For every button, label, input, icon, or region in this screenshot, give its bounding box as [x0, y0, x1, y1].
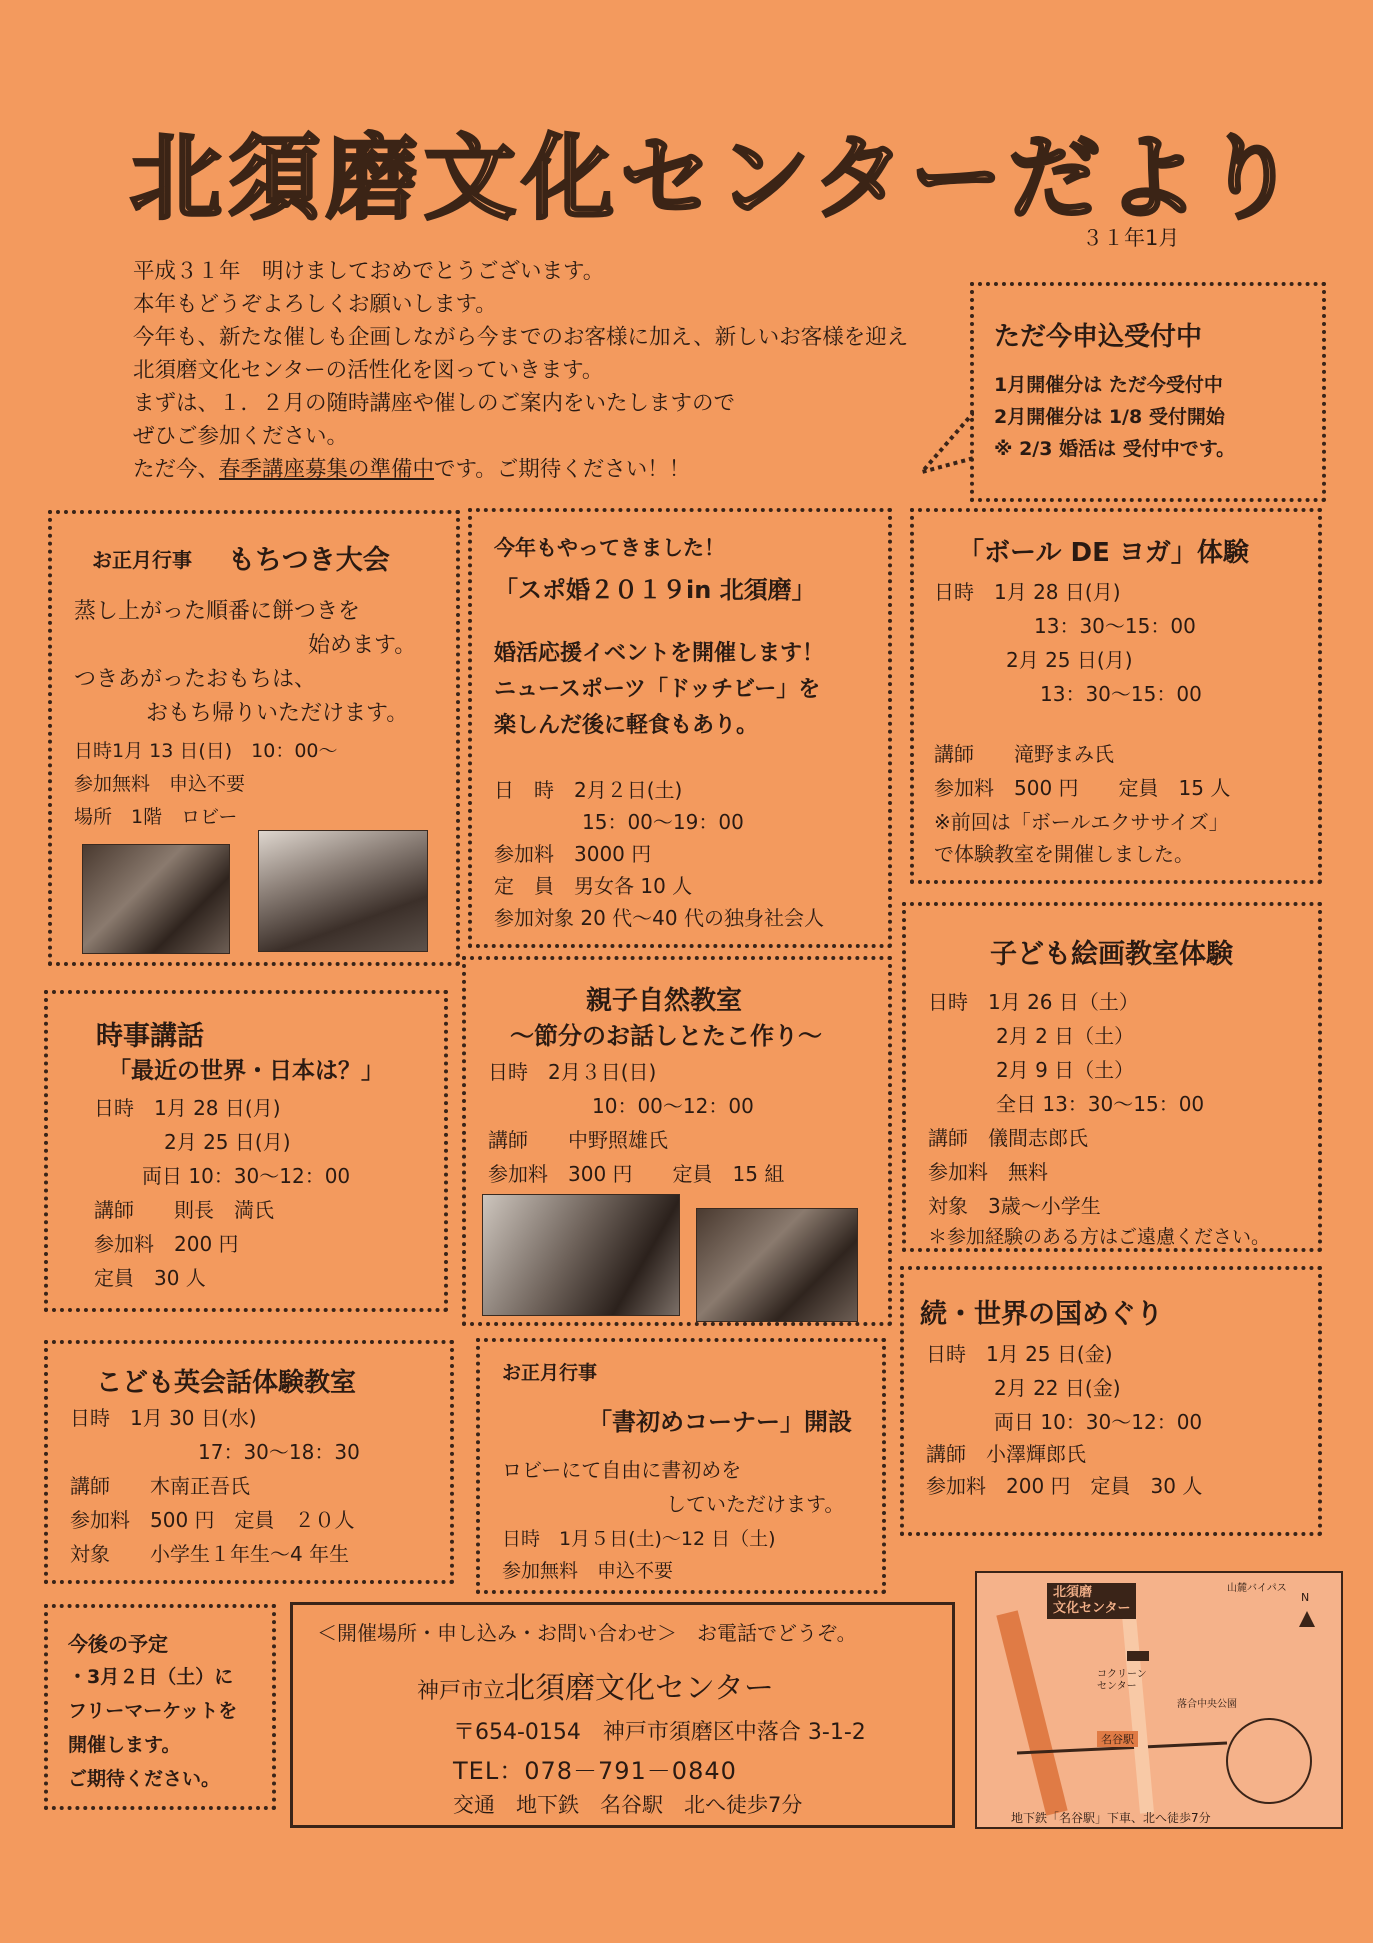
sekai-box — [900, 1266, 1322, 1536]
event-datetime: 日時 1月 26 日（土） — [928, 990, 1139, 1014]
event-text: ニュースポーツ「ドッチビー」を — [494, 677, 821, 702]
event-datetime: 日時 1月 28 日(月) — [94, 1096, 281, 1120]
jiji-box — [44, 990, 448, 1312]
notice-title: ただ今申込受付中 — [994, 322, 1203, 352]
shozome-box — [476, 1338, 886, 1594]
event-title: 子ども絵画教室体験 — [990, 939, 1233, 970]
kaiga-box — [902, 902, 1322, 1252]
event-label: お正月行事 — [92, 548, 192, 572]
event-time: 両日 10：30～12：00 — [994, 1410, 1203, 1434]
intro-line: 平成３１年 明けましておめでとうございます。 — [133, 259, 605, 284]
bubble-tail — [918, 410, 974, 475]
event-fee: 参加料 3000 円 — [494, 842, 652, 866]
event-datetime: 日時 1月５日(土)～12 日（土) — [502, 1528, 776, 1550]
intro-line: ただ今、春季講座募集の準備中です。ご期待ください！！ — [133, 457, 691, 482]
event-title: 「スポ婚２０１９in 北須磨」 — [494, 576, 816, 604]
event-fee: 参加料 500 円 定員 15 人 — [934, 776, 1231, 800]
contact-box — [290, 1602, 955, 1828]
event-note: ＊参加経験のある方はご遠慮ください。 — [928, 1226, 1271, 1248]
yoga-box — [910, 508, 1322, 884]
event-fee: 参加料 300 円 定員 15 組 — [488, 1162, 785, 1186]
event-date: 2月 9 日（土） — [996, 1058, 1135, 1082]
event-datetime: 日時 1月 30 日(水) — [70, 1406, 257, 1430]
event-capacity: 定員 30 人 — [94, 1266, 206, 1290]
notice-line: 2月開催分は 1/8 受付開始 — [994, 406, 1225, 428]
org-name: 神戸市立北須磨文化センター — [417, 1671, 774, 1706]
mochitsuki-photo — [82, 844, 230, 954]
page-title: 北須磨文化センターだより — [130, 125, 1303, 232]
map-label: 山麓バイパス — [1227, 1583, 1287, 1594]
event-note: で体験教室を開催しました。 — [934, 842, 1194, 866]
event-text: つきあがったおもちは、 — [74, 667, 317, 692]
event-instructor: 講師 木南正吾氏 — [70, 1474, 250, 1498]
event-datetime: 日時 1月 25 日(金) — [926, 1342, 1113, 1366]
event-subtitle: ～節分のお話しとたこ作り～ — [510, 1022, 822, 1050]
event-date: 2月 25 日(月) — [164, 1130, 291, 1154]
event-capacity: 定 員 男女各 10 人 — [494, 874, 693, 898]
north-indicator: N — [1301, 1591, 1310, 1604]
event-title: もちつき大会 — [228, 545, 390, 576]
intro-line: 北須磨文化センターの活性化を図っていきます。 — [133, 358, 604, 383]
map-center-label: 北須磨 文化センター — [1047, 1583, 1136, 1619]
upcoming-text: フリーマーケットを — [68, 1700, 238, 1722]
event-note: ※前回は「ボールエクササイズ」 — [934, 810, 1229, 834]
event-fee: 参加料 200 円 — [94, 1232, 239, 1256]
intro-line: 本年もどうぞよろしくお願いします。 — [133, 292, 497, 317]
event-text: 始めます。 — [308, 633, 417, 658]
map-label: コクリーン センター — [1097, 1669, 1147, 1692]
event-fee: 参加料 無料 — [928, 1160, 1048, 1184]
event-target: 対象 小学生１年生～4 年生 — [70, 1542, 350, 1566]
event-subtitle: 「最近の世界・日本は？」 — [108, 1058, 384, 1084]
event-instructor: 講師 中野照雄氏 — [488, 1128, 668, 1152]
event-datetime: 日時 1月 28 日(月) — [934, 580, 1121, 604]
event-instructor: 講師 滝野まみ氏 — [934, 742, 1114, 766]
event-time: 17：30～18：30 — [198, 1440, 360, 1464]
issue-date: ３１年1月 — [1082, 226, 1180, 250]
event-title: こども英会話体験教室 — [96, 1368, 357, 1398]
event-title: 続・世界の国めぐり — [920, 1299, 1163, 1330]
event-time: 両日 10：30～12：00 — [142, 1164, 351, 1188]
upcoming-box — [44, 1604, 276, 1810]
event-title: 「書初めコーナー」開設 — [588, 1408, 852, 1436]
event-fee: 参加料 200 円 定員 30 人 — [926, 1474, 1203, 1498]
event-heading: 今年もやってきました！ — [494, 536, 725, 560]
contact-header: ＜開催場所・申し込み・お問い合わせ＞ お電話でどうぞ。 — [317, 1621, 857, 1645]
event-date: 2月 22 日(金) — [994, 1376, 1121, 1400]
event-label: お正月行事 — [502, 1362, 598, 1384]
event-instructor: 講師 小澤輝郎氏 — [926, 1442, 1086, 1466]
event-time: 10：00～12：00 — [592, 1094, 754, 1118]
event-time: 13：30～15：00 — [1040, 682, 1202, 706]
oyako-box — [462, 956, 892, 1326]
event-text: 楽しんだ後に軽食もあり。 — [494, 713, 759, 738]
event-time: 13：30～15：00 — [1034, 614, 1196, 638]
notice-line: ※ 2/3 婚活は 受付中です。 — [994, 438, 1236, 460]
mochitsuki-box — [48, 510, 460, 966]
event-text: 蒸し上がった順番に餅つきを — [74, 599, 361, 624]
event-target: 参加対象 20 代～40 代の独身社会人 — [494, 906, 824, 930]
event-text: 婚活応援イベントを開催します！ — [494, 641, 825, 666]
map-label: 落合中央公園 — [1177, 1699, 1237, 1710]
eikaiwa-box — [44, 1340, 454, 1584]
event-date: 2月 2 日（土） — [996, 1024, 1135, 1048]
event-title: 時事講話 — [96, 1021, 204, 1052]
event-text: していただけます。 — [666, 1492, 845, 1516]
contact-tel: TEL：078－791－0840 — [453, 1757, 737, 1785]
event-datetime: 日 時 2月２日(土) — [494, 778, 683, 802]
event-date: 2月 25 日(月) — [1006, 648, 1133, 672]
event-fee: 参加料 500 円 定員 ２０人 — [70, 1508, 355, 1532]
event-place: 場所 1階 ロビー — [74, 806, 238, 828]
event-datetime: 日時1月 13 日(日) 10：00～ — [74, 740, 338, 762]
event-title: 「ボール DE ヨガ」体験 — [958, 538, 1249, 568]
event-target: 対象 3歳～小学生 — [928, 1194, 1101, 1218]
event-fee: 参加無料 申込不要 — [502, 1560, 674, 1582]
notice-line: 1月開催分は ただ今受付中 — [994, 374, 1223, 396]
event-instructor: 講師 儀間志郎氏 — [928, 1126, 1088, 1150]
event-fee: 参加無料 申込不要 — [74, 773, 246, 795]
event-time: 全日 13：30～15：00 — [996, 1092, 1205, 1116]
contact-address: 〒654-0154 神戸市須磨区中落合 3-1-2 — [453, 1720, 866, 1745]
upcoming-text: ご期待ください。 — [68, 1768, 221, 1790]
event-text: ロビーにて自由に書初めを — [502, 1458, 742, 1482]
upcoming-text: ・3月２日（土）に — [68, 1666, 234, 1688]
event-datetime: 日時 2月３日(日) — [488, 1060, 657, 1084]
intro-text — [133, 255, 908, 486]
upcoming-text: 開催します。 — [68, 1734, 181, 1756]
event-instructor: 講師 則長 満氏 — [94, 1198, 274, 1222]
event-title: 親子自然教室 — [586, 986, 743, 1016]
notice-box — [970, 282, 1326, 502]
map-caption: 地下鉄「名谷駅」下車、北へ徒歩7分 — [1011, 1811, 1211, 1825]
contact-access: 交通 地下鉄 名谷駅 北へ徒歩7分 — [453, 1793, 803, 1817]
event-text: おもち帰りいただけます。 — [146, 701, 409, 726]
spokon-box — [468, 508, 892, 948]
intro-line: 今年も、新たな催しも企画しながら今までのお客様に加え、新しいお客様を迎え — [133, 325, 909, 350]
access-map — [975, 1571, 1343, 1829]
intro-line: ぜひご参加ください。 — [133, 424, 349, 449]
map-label: 名谷駅 — [1097, 1731, 1138, 1747]
mochitsuki-photo — [258, 830, 428, 952]
event-time: 15：00～19：00 — [582, 810, 744, 834]
map-graphic — [977, 1573, 1343, 1829]
oyako-photo — [696, 1208, 858, 1322]
oyako-photo — [482, 1194, 680, 1316]
upcoming-title: 今後の予定 — [68, 1632, 168, 1656]
intro-line: まずは、１．２月の随時講座や催しのご案内をいたしますので — [133, 391, 736, 416]
